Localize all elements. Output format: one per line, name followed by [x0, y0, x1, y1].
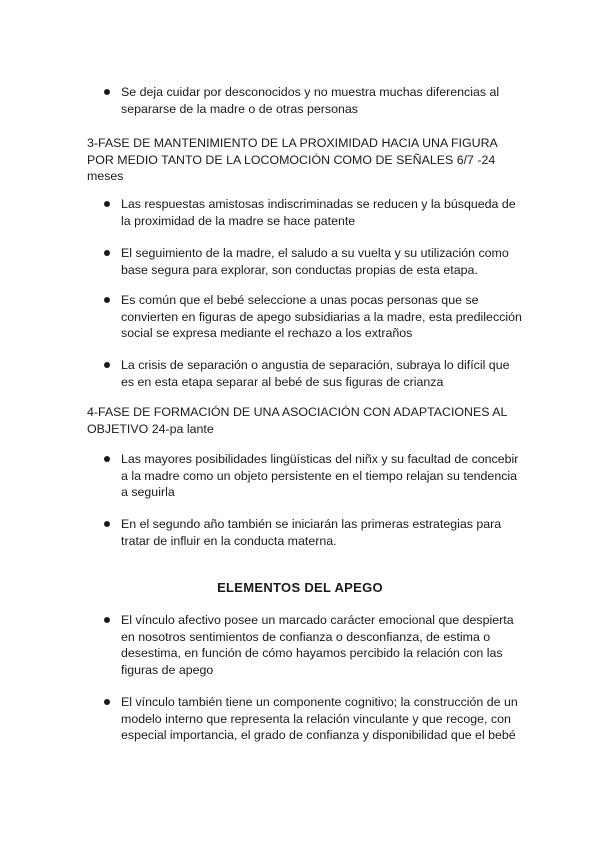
list-item-text: En el segundo año también se iniciarán las primeras estrategias para tratar de influir en la conducta materna. [121, 517, 502, 548]
bullet-icon [104, 250, 110, 256]
bullet-icon [104, 362, 110, 368]
list-item [104, 357, 524, 390]
list-item [104, 196, 524, 229]
list-item-text: Las mayores posibilidades lingüísticas del niñx y su facultad de concebir a la madre como un objeto persistente en el tiempo relajan su tendencia a seguirla [121, 452, 519, 500]
list-item-text: Se deja cuidar por desconocidos y no muestra muchas diferencias al separarse de la madre o de otras personas [121, 85, 500, 116]
list-item [104, 292, 524, 342]
bullet-icon [104, 201, 110, 207]
list-item [104, 84, 524, 117]
list-item-text: El vínculo afectivo posee un marcado carácter emocional que despierta en nosotros sentimientos de confianza o desconfianza, de estima o desestima, en función de cómo hayamos percibido la relación con las figuras de apego [121, 613, 514, 677]
list-item [104, 451, 524, 501]
list-item-text: El seguimiento de la madre, el saludo a su vuelta y su utilización como base segura para explorar, son conductas propias de esta etapa. [121, 246, 509, 277]
bullet-icon [104, 297, 110, 303]
bullet-icon [104, 521, 110, 527]
phase-3-heading: 3-FASE DE MANTENIMIENTO DE LA PROXIMIDAD HACIA UNA FIGURA POR MEDIO TANTO DE LA LOCOMOCIÓN COMO DE SEÑALES 6/7 -24 meses [87, 136, 498, 184]
bullet-icon [104, 699, 110, 705]
bullet-icon [104, 456, 110, 462]
bullet-icon [104, 617, 110, 623]
list-item [104, 612, 524, 678]
list-item [104, 245, 524, 278]
phase-4-heading: 4-FASE DE FORMACIÓN DE UNA ASOCIACIÓN CON ADAPTACIONES AL OBJETIVO 24-pa lante [87, 405, 507, 436]
list-item [104, 694, 524, 744]
list-item [104, 516, 524, 549]
bullet-icon [104, 89, 110, 95]
list-item-text: La crisis de separación o angustia de separación, subraya lo difícil que es en esta etapa separar al bebé de sus figuras de crianza [121, 358, 510, 389]
list-item-text: Es común que el bebé seleccione a unas pocas personas que se convierten en figuras de apego subsidiarias a la madre, esta predilección social se expresa mediante el rechazo a los extraños [121, 293, 522, 341]
list-item-text: El vínculo también tiene un componente cognitivo; la construcción de un modelo interno que representa la relación vinculante y que recoge, con especial importancia, el grado de confianza y disponibilidad que el bebé [121, 695, 518, 743]
list-item-text: Las respuestas amistosas indiscriminadas se reducen y la búsqueda de la proximidad de la madre se hace patente [121, 197, 516, 228]
section-title: ELEMENTOS DEL APEGO [217, 580, 383, 595]
